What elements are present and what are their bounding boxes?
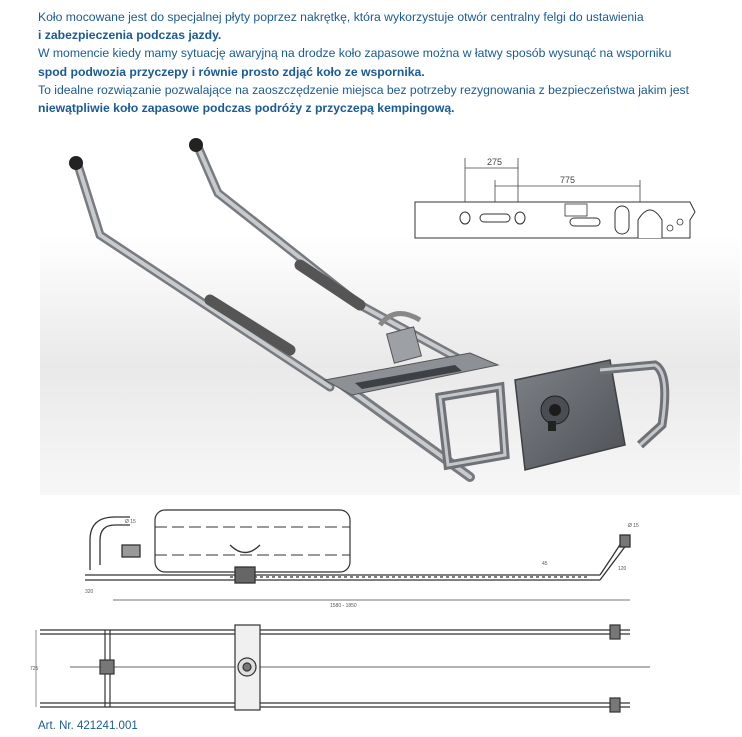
description-line-5: To idealne rozwiązanie pozwalające na zaoszczędzenie miejsca bez potrzeby rezygnowania z bezpieczeństwa jakim jest	[38, 82, 690, 97]
dim-label-bottom: 120	[618, 566, 627, 572]
top-view-drawing	[30, 615, 730, 720]
article-number: Art. Nr. 421241.001	[38, 720, 138, 732]
dim-label-phi-2: Ø 15	[628, 523, 639, 529]
dim-label-left: 320	[85, 589, 94, 595]
dim-label-775: 775	[560, 175, 576, 185]
description-line-2: i zabezpieczenia podczas jazdy.	[38, 28, 222, 43]
spare-wheel-outline	[155, 510, 350, 572]
dim-label-width: 725	[30, 666, 39, 672]
dim-label-length: 1580 - 1850	[330, 603, 357, 609]
description-line-4: spod podwozia przyczepy i równie prosto zdjąć koło ze wspornika.	[38, 64, 425, 79]
description-text	[38, 8, 718, 117]
description-line-6: niewątpliwie koło zapasowe podczas podróży z przyczepą kempingową.	[38, 101, 455, 116]
description-line-3: W momencie kiedy mamy sytuację awaryjną na drodze koło zapasowe można w łatwy sposób wysunąć na wsporniku	[38, 46, 672, 61]
dim-label-phi-1: Ø 15	[125, 519, 136, 525]
carrier-top-profile	[40, 625, 650, 712]
tube-end-cap	[69, 156, 83, 170]
dim-label-275: 275	[487, 157, 503, 167]
description-line-1: Koło mocowane jest do specjalnej płyty poprzez nakrętkę, która wykorzystuje otwór centralny felgi do ustawienia	[38, 10, 644, 24]
tube-end-cap	[189, 138, 203, 152]
dim-label-height: 45	[542, 561, 548, 567]
side-view-drawing	[30, 505, 730, 615]
rail-dimension-diagram	[410, 150, 700, 250]
rail-profile	[415, 202, 695, 238]
